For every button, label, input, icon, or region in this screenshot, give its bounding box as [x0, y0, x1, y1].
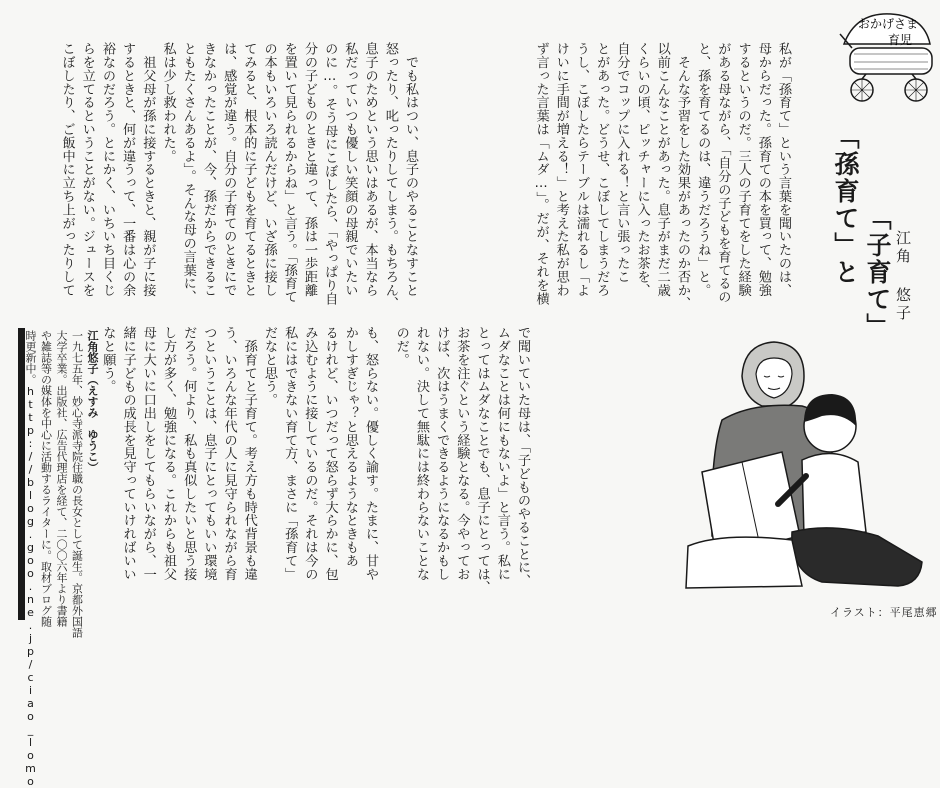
bio-text: 一九七五年、妙心寺派寺院住職の長女として誕生。京都外国語 大学卒業。出版社、広告代理店を経て、二〇〇六年より書籍 や雑誌等の媒体を中心に活動するライターに。取材ブログ随 時更新中。http://blog.goo.ne.jp/ciao_lomo: [24, 330, 84, 788]
body-text-block-4: も、怒らない。優しく諭す。たまに、甘や かしすぎじゃ？と思えるようなときもあ るけれど、いつだって怒らず大らかに、包 み込むように接しているのだ。それは今の 私にはできない育て方、まさに「孫育て」 だなと思う。 孫育てと子育て。考え方も時代背景も違 う、いろんな年代の人に見守られながら育 つということは、息子にとってもいい環境 だろう。何より、私も真似したいと思う接 し方が多く、勉強になる。これからも祖父 母に大いに口出しをしてもらいながら、一 緒に子どもの成長を見守っていければいい なと願う。: [100, 326, 378, 581]
series-logo-stroller-icon: [836, 4, 938, 108]
series-logo-line2: 育児: [888, 33, 913, 47]
body-text-block-1: 私が「孫育て」という言葉を聞いたのは、 母からだった。孫育ての本を買って、勉強 するというのだ。三人の子育てをした経験 がある母ながら、「自分の子どもを育てるの と、孫を育てるのは、違うだろうね」と。 そんな予習をした効果があったのか否か、 以前こんなことがあった。息子がまだ二歳 くらいの頃、ピッチャーに入ったお茶を、 自分でコップに入れる！と言い張ったこ とがあった。どうせ、こぼしてしまうだろ うし、こぼしたらテーブルは濡れるし「よ けいに手間が増える！」と考えた私が思わ ず言った言葉は「ムダ…」。だが、それを横: [533, 42, 791, 310]
grandmother-child-reading-illustration: [682, 336, 930, 596]
illustration-credit: イラスト：平尾恵郷: [830, 606, 938, 619]
article-title-line2: 「子育て」: [863, 205, 892, 340]
body-text-block-2: で聞いていた母は、「子どものやることに、 ムダなことは何にもないよ」と言う。私に とってはムダなことでも、息子にとっては、 お茶を注ぐという経験となる。今やってお けば、次はうまくできるようになるかもし れない。決して無駄には終わらないことな のだ。: [393, 326, 530, 594]
series-logo-line1: おかげさま: [858, 17, 919, 31]
body-text-block-3: でも私はつい、息子のやることなすこと 怒ったり、叱ったりしてしまう。もちろん、 息子のためという思いはあるが、本当なら 私だっていつも優しい笑顔の母親でいたい のに…。そう母にこぼしたら、「やっぱり自 分の子どものときと違って、孫は一歩距離 を置いて見られるからね」と言う。「孫育て の本もいろいろ読んだけど、いざ孫に接し てみると、根本的に子どもを育てるときと は、感覚が違う。自分の子育てのときにで きなかったことが、今、孫だからできるこ ともたくさんあるよ」。そんな母の言葉に、 私は少し救われた。 祖父母が孫に接するときと、親が子に接 するときと、何が違うって、一番は心の余 裕なのだろう。とにかく、いちいち目くじ らを立てるということがない。ジュースを こぼしたり、ご飯中に立ち上がったりして: [59, 42, 418, 310]
author-bio: [23, 330, 101, 788]
author-name: 江角 悠子: [894, 230, 912, 323]
article-title-line1: 「孫育て」と: [831, 124, 860, 286]
bio-name: 江角悠子（えすみ ゆうこ）: [86, 330, 99, 473]
